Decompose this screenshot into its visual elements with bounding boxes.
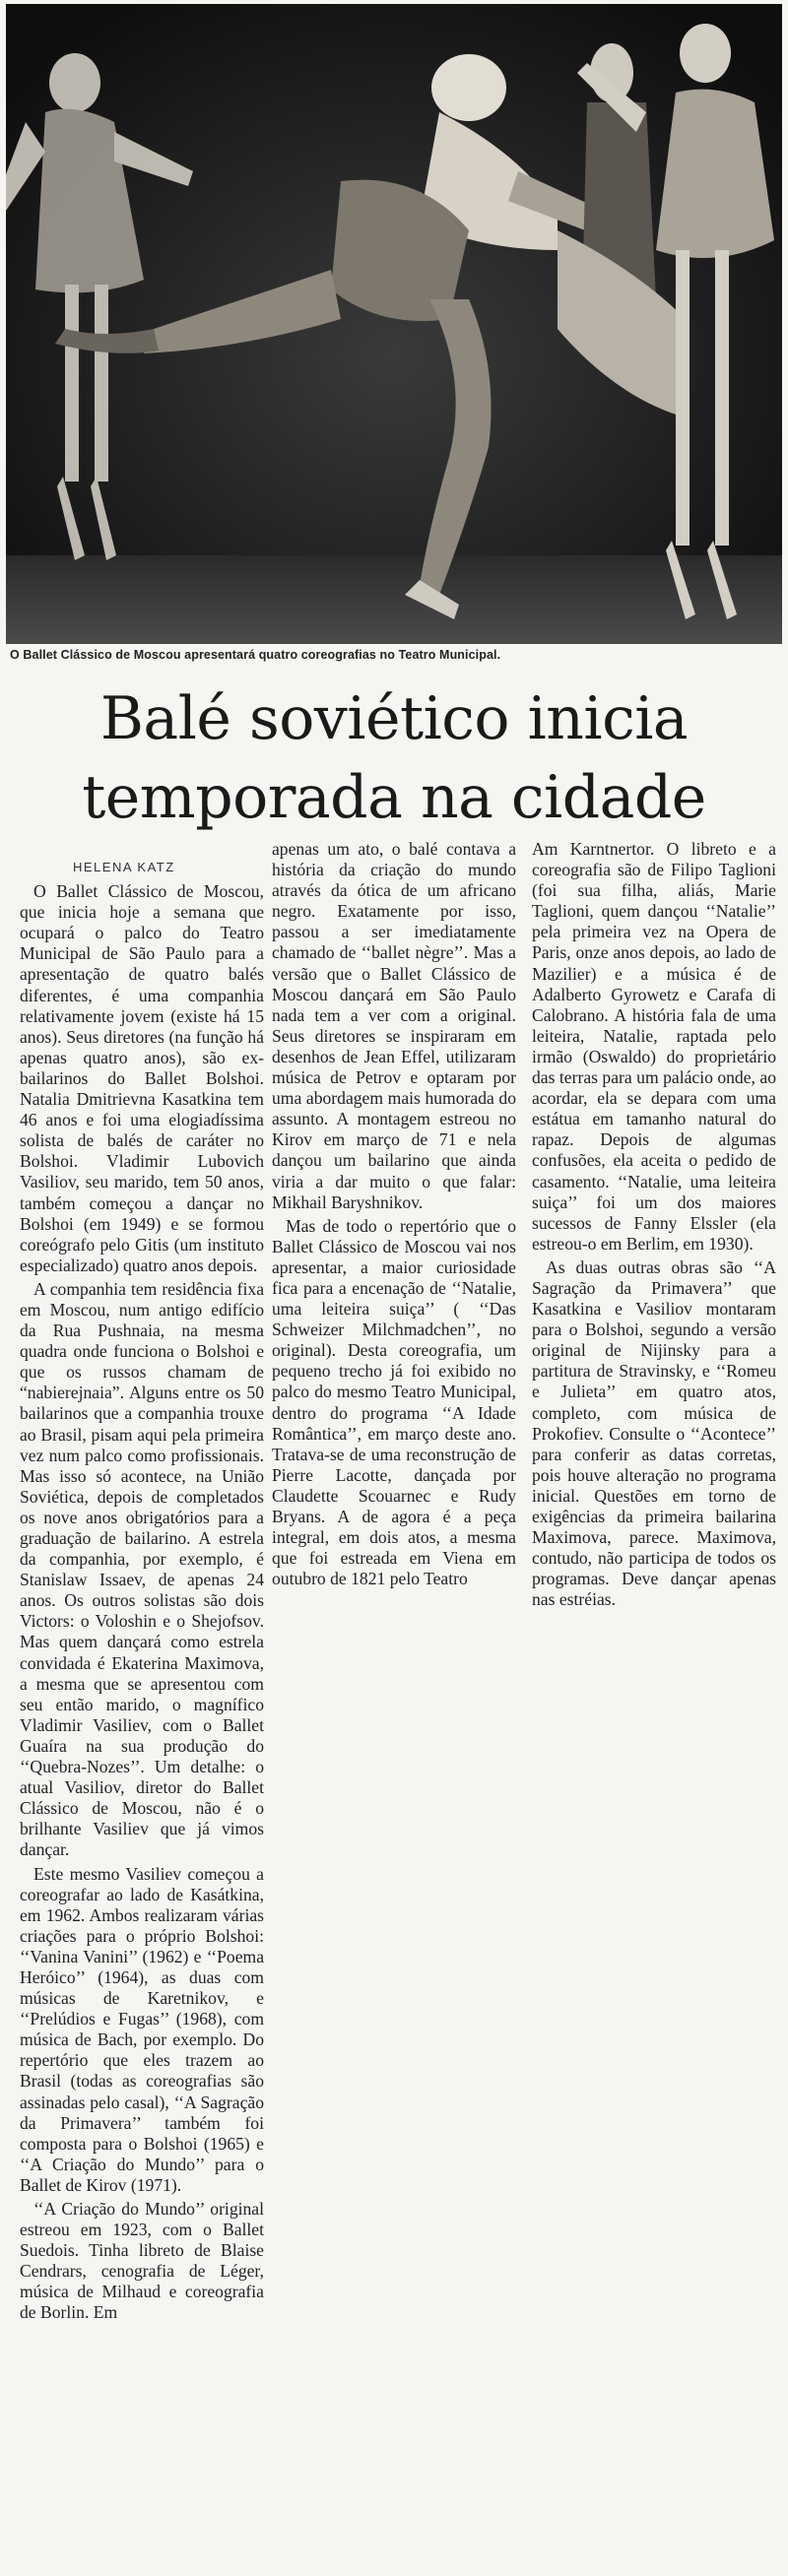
paragraph: A companhia tem residência fixa em Moscou, num antigo edifício da Rua Pushnaia, na mesma quadra onde funciona o Bolshoi e que os russos chamam de “nabierejnaia”. Alguns entre os 50 bailarinos que a companhia trouxe ao Brasil, pisam aqui pela primeira vez num palco como profissionais. Mas isso só acontece, na União Soviética, depois de completados os nove anos obrigatórios para a graduação de bailarino. A estrela da companhia, por exemplo, é Stanislaw Issaev, de apenas 24 anos. Os outros solistas são dois Victors: o Voloshin e o Shejofsov. Mas quem dançará como estrela convidada é Ekaterina Maximova, a mesma que se apresentou com seu então marido, o magnífico Vladimir Vasiliev, com o Ballet Guaíra na sua produção do ‘‘Quebra-Nozes’’. Um detalhe: o atual Vasiliov, diretor do Ballet Clássico de Moscou, não é o brilhante Vasiliev que já vimos dançar.: [20, 1278, 264, 1860]
paragraph: As duas outras obras são ‘‘A Sagração da Primavera’’ que Kasatkina e Vasiliov montaram para o Bolshoi, segundo a versão original de Nijinsky para a partitura de Stravinsky, e ‘‘Romeu e Julieta’’ em quatro atos, completo, com música de Prokofiev. Consulte o ‘‘Acontece’’ para conferir as datas corretas, pois houve alteração no programa inicial. Questões em torno de exigências da primeira bailarina Maximova, parece. Maximova, contudo, não participa de todos os programas. Deve dançar apenas nas estréias.: [532, 1256, 776, 1610]
paragraph: apenas um ato, o balé contava a história da criação do mundo através da ótica de um africano negro. Exatamente por isso, passou a ser imediatamente chamado de ‘‘ballet nègre’’. Mas a versão que o Ballet Clássico de Moscou dançará em São Paulo nada tem a ver com a original. Seus diretores se inspiraram em desenhos de Jean Effel, utilizaram música de Petrov e optaram por uma abordagem mais humorada do assunto. A montagem estreou no Kirov em março de 71 e nela dançou um bailarino que ainda viria a dar muito o que falar: Mikhail Baryshnikov.: [272, 839, 516, 1212]
article-column-2: [272, 839, 516, 1589]
photo-caption: O Ballet Clássico de Moscou apresentará quatro coreografias no Teatro Municipal.: [10, 648, 501, 662]
paragraph: O Ballet Clássico de Moscou, que inicia hoje a semana que ocupará o palco do Teatro Municipal de São Paulo para a apresentação de quatro balés diferentes, é uma companhia relativamente jovem (existe há 15 anos). Seus diretores (na função há apenas quatro anos), são ex-bailarinos do Ballet Bolshoi. Natalia Dmitrievna Kasatkina tem 46 anos e foi uma elogiadíssima solista de balés de caráter no Bolshoi. Vladimir Lubovich Vasiliov, seu marido, tem 50 anos, também começou a dançar no Bolshoi (em 1949) e se formou coreógrafo pelo Gitis (um instituto especializado) quatro anos depois.: [20, 881, 264, 1275]
paragraph: Este mesmo Vasiliev começou a coreografar ao lado de Kasátkina, em 1962. Ambos realizaram várias criações para o próprio Bolshoi: ‘‘Vanina Vanini’’ (1962) e ‘‘Poema Heróico’’ (1964), as duas com músicas de Karetnikov, e ‘‘Prelúdios e Fugas’’ (1968), com música de Bach, por exemplo. Do repertório que eles trazem ao Brasil (todas as coreografias são assinadas pelo casal), ‘‘A Sagração da Primavera’’ também foi composta para o Bolshoi (1965) e ‘‘A Criação do Mundo’’ para o Ballet de Kirov (1971).: [20, 1863, 264, 2195]
headline: [0, 679, 788, 837]
paragraph: Mas de todo o repertório que o Ballet Clássico de Moscou vai nos apresentar, a maior curiosidade fica para a encenação de ‘‘Natalie, uma leiteira suiça’’ ( ‘‘Das Schweizer Milchmadchen’’, no original). Desta coreografia, um pequeno trecho já foi exibido no palco do mesmo Teatro Municipal, dentro do programa ‘‘A Idade Romântica’’, em março deste ano. Tratava-se de uma reconstrução de Pierre Lacotte, dançada por Claudette Scouarnec e Rudy Bryans. A de agora é a peça integral, em dois atos, a mesma que foi estreada em Viena em outubro de 1821 pelo Teatro: [272, 1215, 516, 1589]
paragraph: Am Karntnertor. O libreto e a coreografia são de Filipo Taglioni (foi sua filha, aliás, Marie Taglioni, quem dançou ‘‘Natalie’’ pela primeira vez na Opera de Paris, onze anos depois, ao lado de Mazilier) e a música é de Adalberto Gyrowetz e Carafa di Calobrano. A história fala de uma leiteira, Natalie, raptada pelo irmão (Oswaldo) do proprietário das terras para um palácio onde, ao acordar, ela se depara com uma estátua em tamanho natural do rapaz. Depois de algumas confusões, ela aceita o pedido de casamento. ‘‘Natalie, uma leiteira suiça’’ foi um dos maiores sucessos de Fanny Elssler (ela estreou-o em Berlim, em 1930).: [532, 839, 776, 1254]
ballet-photo-illustration: [6, 4, 782, 644]
headline-line-1: Balé soviético inicia: [99, 684, 689, 753]
byline: HELENA KATZ: [73, 860, 175, 874]
headline-line-2: temporada na cidade: [82, 763, 706, 832]
ballet-photo: [6, 4, 782, 644]
article-column-1: [20, 857, 264, 2324]
paragraph: ‘‘A Criação do Mundo’’ original estreou em 1923, com o Ballet Suedois. Tinha libreto de Blaise Cendrars, cenografia de Léger, música de Milhaud e coreografia de Borlin. Em: [20, 2199, 264, 2323]
article-column-3: [532, 839, 776, 1610]
